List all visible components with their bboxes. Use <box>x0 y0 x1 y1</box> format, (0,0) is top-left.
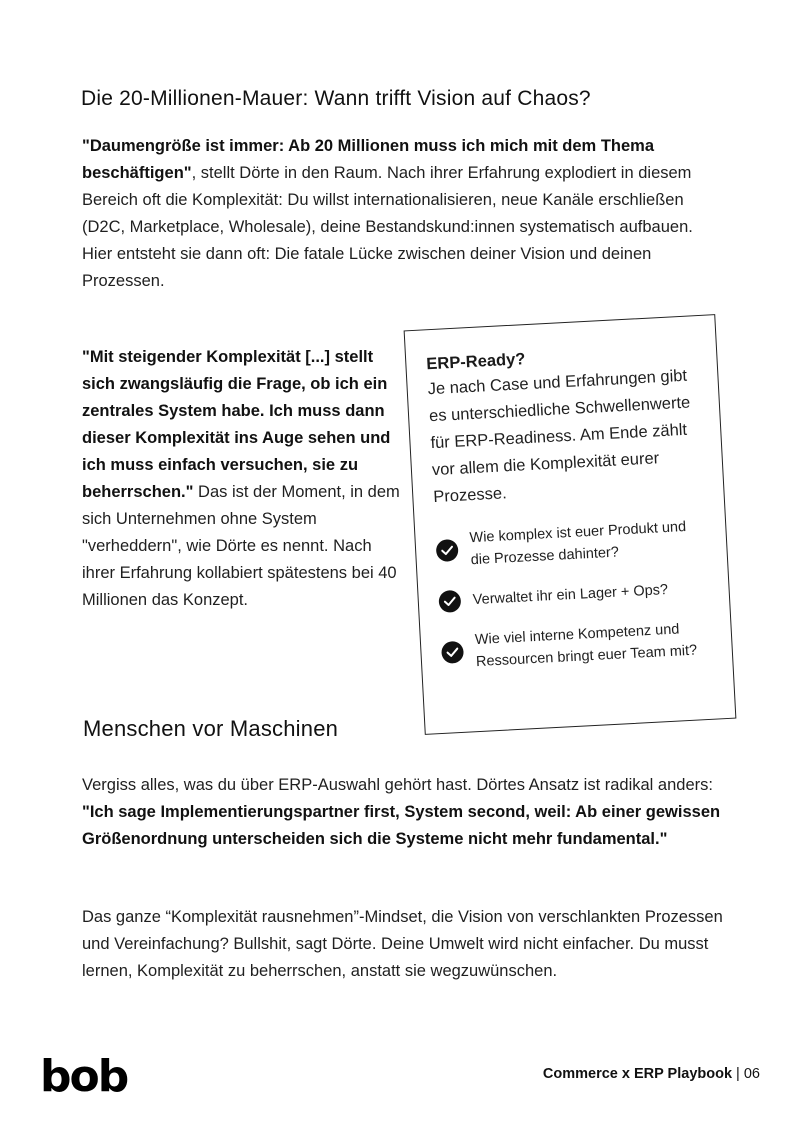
checklist-item <box>438 577 711 613</box>
paragraph-text: Vergiss alles, was du über ERP-Auswahl gehört hast. Dörtes Ansatz ist radikal anders: <box>82 776 713 794</box>
check-circle-icon <box>438 590 461 613</box>
mindset-paragraph: Das ganze “Komplexität rausnehmen”-Mindset, die Vision von verschlankten Prozessen und Vereinfachung? Bullshit, sagt Dörte. Deine Umwelt wird nicht einfacher. Du musst lernen, Komplexität zu beherrschen, anstatt sie wegzuwünschen. <box>82 908 723 980</box>
checklist-item <box>435 515 709 573</box>
footer-page-label <box>543 1066 760 1082</box>
checklist-text: Wie komplex ist euer Produkt und die Prozesse dahinter? <box>469 518 687 569</box>
footer-title: Commerce x ERP Playbook <box>542 1066 733 1082</box>
quote-bold: "Ich sage Implementierungspartner first, System second, weil: Ab einer gewissen Größenordnung unterscheiden sich die Systeme nicht mehr fundamental." <box>82 803 721 848</box>
quote-bold: "Daumengröße ist immer: Ab 20 Millionen muss ich mich mit dem Thema beschäftigen" <box>82 137 654 182</box>
section-heading-menschen: Menschen vor Maschinen <box>83 716 339 741</box>
paragraph-text: , stellt Dörte in den Raum. Nach ihrer Erfahrung explodiert in diesem Bereich oft die Komplexität: Du willst internationalisieren, neue Kanäle erschließen (D2C, Marketplace, Wholesale), deine Bestandskund:innen systematisch aufbauen. Hier entsteht sie dann oft: Die fatale Lücke zwischen deiner Vision und deinen Prozessen. <box>82 164 693 290</box>
complexity-paragraph <box>82 344 400 614</box>
intro-paragraph <box>82 133 722 295</box>
checklist-text: Wie viel interne Kompetenz und Ressourcen bringt euer Team mit? <box>474 621 698 671</box>
quote-bold: "Mit steigender Komplexität [...] stellt sich zwangsläufig die Frage, ob ich ein zentrales System habe. Ich muss dann dieser Komplexität ins Auge sehen und ich muss einfach versuchen, sie zu beherrschen." <box>82 348 391 501</box>
callout-body: Je nach Case und Erfahrungen gibt es unterschiedliche Schwellenwerte für ERP-Readiness. Am Ende zählt vor allem die Komplexität eurer Prozesse. <box>427 366 691 507</box>
check-circle-icon <box>436 539 459 562</box>
section-heading-20-millionen: Die 20-Millionen-Mauer: Wann trifft Vision auf Chaos? <box>81 87 591 110</box>
page-number: 06 <box>743 1066 760 1082</box>
paragraph-text: Das ist der Moment, in dem sich Unternehmen ohne System "verheddern", wie Dörte es nennt. Nach ihrer Erfahrung kollabiert spätestens bei 40 Millionen das Konzept. <box>82 483 400 609</box>
erp-ready-callout <box>404 314 737 735</box>
approach-paragraph <box>82 772 732 853</box>
bob-logo: bob <box>40 1051 128 1102</box>
footer-separator: | <box>732 1066 744 1082</box>
checklist-text: Verwaltet ihr ein Lager + Ops? <box>472 581 669 609</box>
check-circle-icon <box>441 641 464 664</box>
checklist-item <box>440 617 714 675</box>
callout-title: ERP-Ready? <box>425 350 526 374</box>
